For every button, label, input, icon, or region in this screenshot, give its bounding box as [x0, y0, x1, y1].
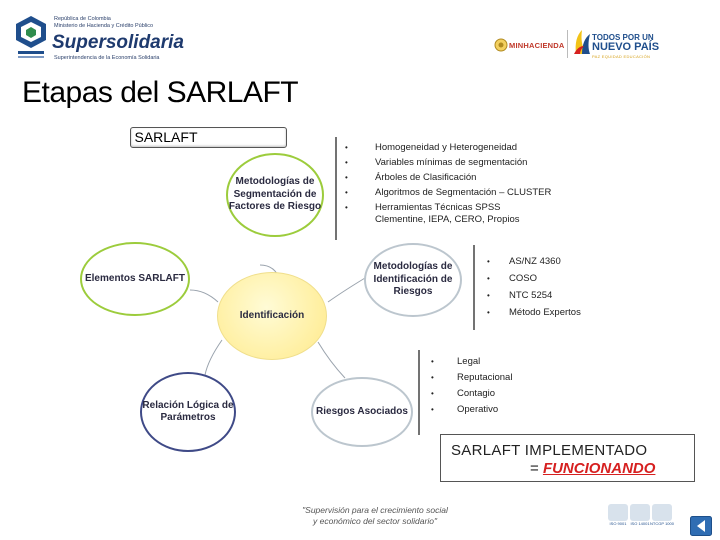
connector-riesgos: [318, 342, 345, 378]
list-item: • AS/NZ 4360: [487, 256, 561, 267]
list-item: • COSO: [487, 273, 537, 284]
list-item: • Legal: [431, 356, 481, 367]
node-segmentacion: Metodologías de Segmentación de Factores de Riesgo: [226, 153, 324, 237]
minhacienda-logo: MINHACIENDA: [509, 41, 565, 50]
list-item: • Reputacional: [431, 372, 513, 383]
node-center: Identificación: [217, 272, 327, 360]
org-line-2: Ministerio de Hacienda y Crédito Público: [54, 23, 154, 29]
seal-label: ISO 14001: [630, 521, 650, 526]
certification-seal-icon: [652, 504, 672, 521]
footer-quote-line-1: "Supervisión para el crecimiento social: [302, 505, 448, 515]
result-highlight: FUNCIONANDO: [542, 460, 656, 477]
connector-relacion: [205, 340, 222, 375]
node-elementos: Elementos SARLAFT: [80, 242, 190, 316]
connector-elementos: [190, 290, 218, 302]
list-item: • Método Expertos: [487, 307, 581, 318]
list-item: • Homogeneidad y Heterogeneidad: [345, 142, 518, 153]
org-name: Supersolidaria: [52, 32, 184, 53]
node-relacion: Relación Lógica de Parámetros: [140, 372, 236, 452]
certification-seal-icon: [630, 504, 650, 521]
org-line-1: República de Colombia: [54, 16, 111, 22]
footer-quote: [290, 505, 460, 527]
footer-quote-line-2: y económico del sector solidario": [313, 516, 437, 526]
list-segmentacion: [342, 142, 552, 226]
org-subtitle: Superintendencia de la Economía Solidaria: [54, 55, 160, 61]
list-identificacion: [484, 256, 624, 319]
list-item: • Árboles de Clasificación: [345, 172, 477, 183]
seal-label: NTCGP 1000: [650, 521, 674, 526]
node-riesgos: Riesgos Asociados: [311, 377, 413, 447]
result-line-2: = FUNCIONANDO: [530, 460, 656, 477]
list-item: • Algoritmos de Segmentación – CLUSTER: [345, 187, 552, 198]
gov-logo-line-1: TODOS POR UN: [592, 33, 654, 42]
list-riesgos: [428, 356, 548, 416]
list-item: • Herramientas Técnicas SPSS Clementine, IEPA, CERO, Propios: [345, 202, 520, 225]
back-arrow-icon[interactable]: [690, 516, 712, 536]
result-line-1: SARLAFT IMPLEMENTADO: [451, 442, 648, 459]
certification-seal-icon: [608, 504, 628, 521]
list-item: • Contagio: [431, 388, 496, 399]
page-title: Etapas del SARLAFT: [22, 76, 299, 109]
node-identificacion-riesgos: Metodologías de Identificación de Riesgos: [364, 243, 462, 317]
gov-logo-tagline: PAZ EQUIDAD EDUCACIÓN: [592, 54, 651, 59]
list-item: • Variables mínimas de segmentación: [345, 157, 528, 168]
seal-label: ISO 9001: [609, 521, 627, 526]
list-item: • Operativo: [431, 404, 499, 415]
list-item: • NTC 5254: [487, 290, 553, 301]
section-label: SARLAFT: [134, 129, 198, 145]
gov-logo-line-2: NUEVO PAÍS: [592, 41, 660, 53]
